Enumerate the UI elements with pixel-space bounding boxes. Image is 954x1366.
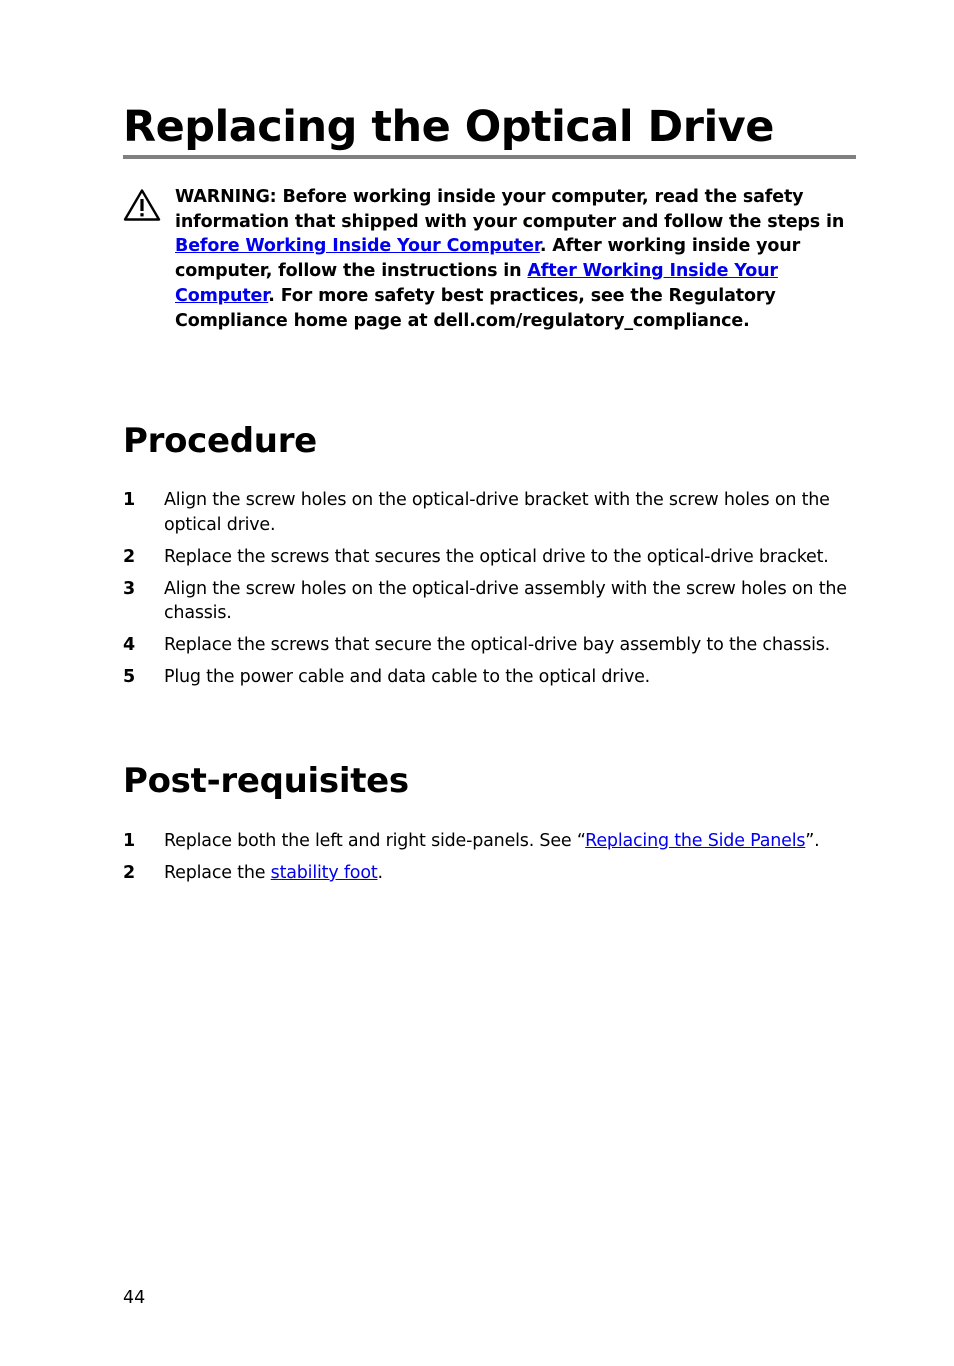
postrequisites-heading: Post-requisites: [123, 761, 409, 801]
warning-text-part2: . After working inside your computer, follow the instructions in: [175, 236, 801, 282]
page-number: 44: [123, 1288, 146, 1308]
step-text: [164, 831, 820, 851]
step-text-before: Replace the: [164, 863, 271, 883]
step-text: [164, 863, 383, 883]
step-text-after: .: [377, 863, 383, 883]
postrequisite-step: [123, 861, 856, 886]
after-working-link[interactable]: After Working Inside Your Computer: [175, 261, 778, 306]
replacing-side-panels-link[interactable]: Replacing the Side Panels: [585, 831, 806, 851]
before-working-link[interactable]: Before Working Inside Your Computer: [175, 236, 540, 257]
postrequisite-step: [123, 829, 856, 854]
warning-triangle-icon: [123, 188, 161, 222]
step-number: 3: [123, 578, 135, 599]
warning-text-part1: WARNING: Before working inside your computer, read the safety information that shipped with your computer and follow the steps in: [175, 187, 845, 232]
procedure-step: [123, 633, 856, 658]
procedure-step: [123, 545, 856, 570]
step-number: 4: [123, 635, 135, 655]
procedure-heading: Procedure: [123, 421, 317, 461]
step-text: Align the screw holes on the optical-drive bracket with the screw holes on the optical drive.: [164, 490, 830, 535]
stability-foot-link[interactable]: stability foot: [270, 863, 378, 883]
step-number: 2: [123, 863, 135, 883]
procedure-step: [123, 577, 856, 626]
step-number: 5: [123, 667, 135, 687]
document-page: [123, 0, 856, 1366]
step-text: Plug the power cable and data cable to the optical drive.: [164, 667, 651, 687]
procedure-step: [123, 488, 856, 537]
procedure-step: [123, 665, 856, 690]
warning-text-part3: . For more safety best practices, see the Regulatory Compliance home page at dell.com/regulatory_compliance.: [175, 285, 776, 331]
page-title: Replacing the Optical Drive: [123, 102, 774, 152]
step-text: Replace the screws that secure the optical-drive bay assembly to the chassis.: [164, 635, 831, 655]
procedure-steps: [123, 488, 856, 697]
step-text: Align the screw holes on the optical-drive assembly with the screw holes on the chassis.: [164, 578, 847, 623]
step-text-before: Replace both the left and right side-panels. See “: [164, 831, 586, 851]
step-text-after: ”.: [805, 831, 820, 851]
title-rule: [123, 155, 856, 159]
warning-text: [175, 185, 857, 333]
step-number: 2: [123, 546, 135, 567]
step-number: 1: [123, 831, 135, 851]
postrequisites-steps: [123, 829, 856, 893]
step-number: 1: [123, 490, 135, 510]
step-text: Replace the screws that secures the optical drive to the optical-drive bracket.: [164, 546, 829, 567]
